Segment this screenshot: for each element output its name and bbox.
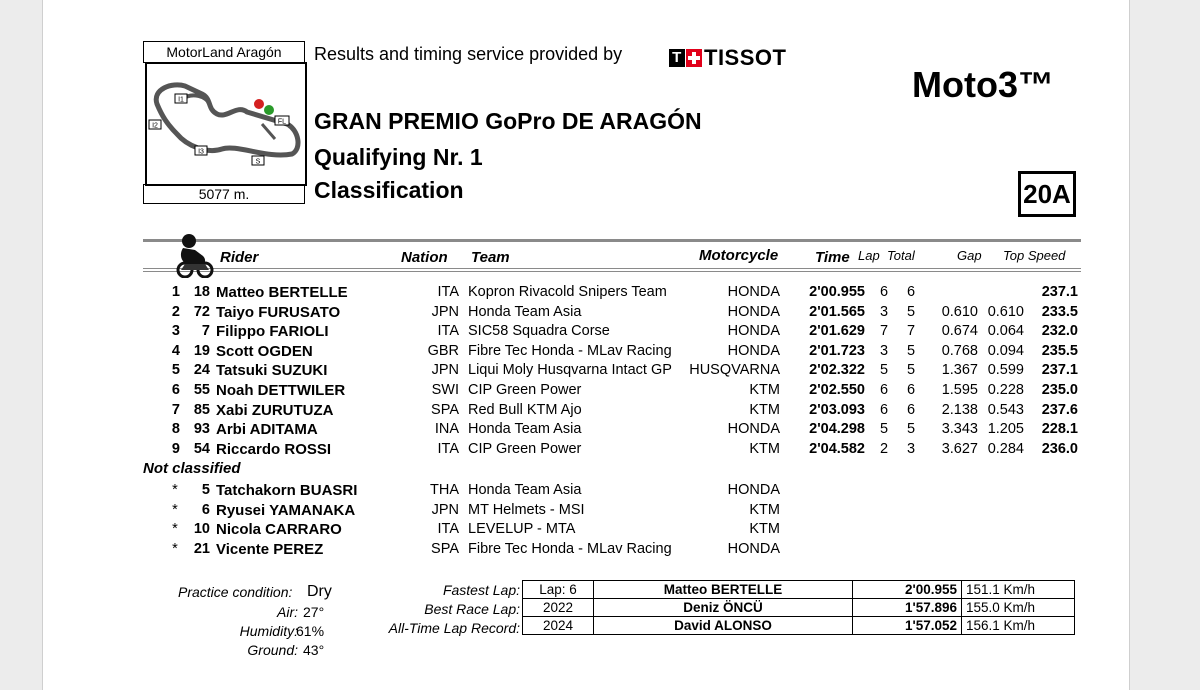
- all-time-record-label: All-Time Lap Record:: [388, 620, 520, 636]
- col-time: Time: [815, 249, 850, 266]
- session-title: Qualifying Nr. 1: [314, 144, 483, 170]
- best-lap: 2: [879, 440, 889, 457]
- total-laps: 7: [906, 323, 916, 340]
- header-rule: [143, 239, 1081, 242]
- air-value: 27°: [303, 604, 325, 620]
- result-row: [0, 284, 1100, 303]
- position: 4: [171, 342, 180, 359]
- team: Liqui Moly Husqvarna Intact GP: [468, 362, 672, 379]
- top-speed: 237.1: [1041, 362, 1078, 379]
- track-label-s: S: [255, 158, 261, 166]
- position: 5: [171, 362, 180, 379]
- team: Honda Team Asia: [468, 421, 582, 438]
- record-time: 2'00.955: [853, 581, 962, 599]
- record-speed: 151.1 Km/h: [962, 581, 1075, 599]
- position: 7: [171, 401, 180, 418]
- rider-number: 54: [193, 440, 210, 457]
- motorcycle: HONDA: [727, 284, 780, 300]
- rider-name: Filippo FARIOLI: [216, 323, 329, 341]
- record-rider: David ALONSO: [594, 617, 853, 635]
- team: SIC58 Squadra Corse: [468, 323, 610, 340]
- tissot-wordmark: TISSOT: [704, 45, 787, 70]
- position: 9: [171, 440, 180, 457]
- motorcycle: HONDA: [727, 323, 780, 340]
- record-ref: Lap: 6: [523, 581, 594, 599]
- record-speed: 156.1 Km/h: [962, 617, 1075, 635]
- top-speed: 235.0: [1041, 382, 1078, 398]
- team: Honda Team Asia: [468, 482, 582, 498]
- record-rider: Matteo BERTELLE: [594, 581, 853, 599]
- lap-time: 2'04.298: [809, 421, 865, 438]
- nation: GBR: [427, 342, 459, 359]
- swiss-cross-icon: [686, 49, 702, 67]
- position: 6: [171, 382, 180, 398]
- provider-text: Results and timing service provided by: [314, 44, 623, 64]
- rider-name: Tatsuki SUZUKI: [216, 362, 328, 380]
- gap-previous: 0.610: [987, 303, 1024, 320]
- col-top-speed: Top Speed: [1003, 248, 1066, 263]
- rider-name: Noah DETTWILER: [216, 382, 346, 399]
- tissot-t-icon: T: [669, 49, 685, 67]
- team: Kopron Rivacold Snipers Team: [468, 284, 667, 300]
- position: 3: [171, 323, 180, 340]
- col-total: Total: [887, 248, 915, 263]
- nation: SPA: [431, 540, 459, 557]
- team: LEVELUP - MTA: [468, 521, 576, 537]
- best-lap: 6: [879, 284, 889, 300]
- team: Fibre Tec Honda - MLav Racing: [468, 342, 672, 359]
- rider-number: 93: [193, 421, 210, 438]
- motorcycle: KTM: [749, 440, 780, 457]
- team: Fibre Tec Honda - MLav Racing: [468, 540, 672, 557]
- col-team: Team: [471, 249, 510, 266]
- lap-time: 2'01.629: [809, 323, 865, 340]
- total-laps: 5: [906, 362, 916, 379]
- rider-number: 55: [193, 382, 210, 398]
- tissot-logo: [669, 45, 786, 71]
- motorcycle-rider-icon: [175, 230, 215, 278]
- nc-mark: *: [172, 501, 178, 518]
- motorcycle: KTM: [749, 521, 780, 537]
- col-motorcycle: Motorcycle: [699, 247, 779, 264]
- track-label-i3: I3: [198, 148, 204, 156]
- gap-previous: 0.094: [987, 342, 1024, 359]
- rider-number: 7: [201, 323, 210, 340]
- gap-first: 1.595: [941, 382, 978, 398]
- best-lap: 3: [879, 303, 889, 320]
- air-label: Air:: [277, 604, 298, 620]
- record-row: [523, 599, 1075, 617]
- motorcycle: HONDA: [727, 342, 780, 359]
- track-label-i1: I1: [178, 96, 184, 104]
- rider-number: 10: [193, 521, 210, 537]
- team: Honda Team Asia: [468, 303, 582, 320]
- rider-number: 6: [201, 501, 210, 518]
- total-laps: 5: [906, 342, 916, 359]
- nc-row: [0, 521, 1100, 540]
- gap-previous: 0.064: [987, 323, 1024, 340]
- col-rider: Rider: [220, 249, 259, 266]
- team: CIP Green Power: [468, 382, 582, 398]
- track-label-fl: FL: [277, 118, 287, 126]
- nation: JPN: [431, 303, 459, 320]
- event-title: GRAN PREMIO GoPro DE ARAGÓN: [314, 108, 702, 134]
- team: Red Bull KTM Ajo: [468, 401, 582, 418]
- total-laps: 5: [906, 303, 916, 320]
- rider-name: Riccardo ROSSI: [216, 440, 332, 458]
- record-ref: 2022: [523, 599, 594, 617]
- track-map-drawing: [147, 64, 305, 184]
- gap-first: 3.343: [941, 421, 978, 438]
- rider-number: 19: [193, 342, 210, 359]
- nc-mark: *: [172, 482, 178, 498]
- humidity-value: 61%: [296, 623, 325, 639]
- nation: SWI: [431, 382, 459, 398]
- top-speed: 232.0: [1041, 323, 1078, 340]
- result-row: [0, 362, 1100, 381]
- record-row: [523, 617, 1075, 635]
- records-table: [522, 580, 1075, 635]
- nation: INA: [434, 421, 459, 438]
- gap-previous: 0.228: [987, 382, 1024, 398]
- gap-first: 1.367: [941, 362, 978, 379]
- rider-number: 18: [193, 284, 210, 300]
- result-row: [0, 402, 1100, 421]
- best-lap: 5: [879, 421, 889, 438]
- record-rider: Deniz ÖNCÜ: [594, 599, 853, 617]
- best-lap: 6: [879, 401, 889, 418]
- total-laps: 5: [906, 421, 916, 438]
- gap-previous: 0.599: [987, 362, 1024, 379]
- rider-name: Xabi ZURUTUZA: [216, 401, 334, 419]
- humidity-label: Humidity:: [239, 623, 298, 639]
- record-time: 1'57.896: [853, 599, 962, 617]
- circuit-name: MotorLand Aragón: [143, 41, 305, 63]
- nc-mark: *: [172, 521, 178, 537]
- record-ref: 2024: [523, 617, 594, 635]
- best-lap: 5: [879, 362, 889, 379]
- rider-number: 72: [193, 303, 210, 320]
- nation: ITA: [437, 440, 459, 457]
- best-race-lap-label: Best Race Lap:: [424, 601, 520, 617]
- position: 8: [171, 421, 180, 438]
- top-speed: 237.6: [1041, 401, 1078, 418]
- rider-name: Nicola CARRARO: [216, 521, 342, 538]
- track-map: [145, 62, 307, 186]
- rider-name: Scott OGDEN: [216, 342, 313, 360]
- best-lap: 7: [879, 323, 889, 340]
- position: 1: [171, 284, 180, 300]
- motorcycle: HUSQVARNA: [689, 362, 780, 379]
- rider-name: Taiyo FURUSATO: [216, 303, 341, 321]
- practice-condition-value: Dry: [307, 583, 332, 600]
- gap-previous: 0.284: [987, 440, 1024, 457]
- lap-time: 2'00.955: [809, 284, 865, 300]
- nation: JPN: [431, 362, 459, 379]
- total-laps: 3: [906, 440, 916, 457]
- lap-time: 2'04.582: [809, 440, 865, 457]
- result-row: [0, 323, 1100, 342]
- col-gap: Gap: [957, 248, 982, 263]
- position: 2: [171, 303, 180, 320]
- nation: ITA: [437, 284, 459, 300]
- motorcycle: HONDA: [727, 421, 780, 438]
- lap-time: 2'02.550: [809, 382, 865, 398]
- result-row: [0, 441, 1100, 460]
- best-lap: 6: [879, 382, 889, 398]
- motorcycle: HONDA: [727, 482, 780, 498]
- rider-number: 85: [193, 401, 210, 418]
- rider-number: 21: [193, 540, 210, 557]
- nation: JPN: [431, 501, 459, 518]
- ground-label: Ground:: [247, 642, 298, 658]
- nation: ITA: [437, 323, 459, 340]
- motorcycle: HONDA: [727, 540, 780, 557]
- document-type: Classification: [314, 177, 464, 203]
- result-row: [0, 382, 1100, 401]
- result-row: [0, 343, 1100, 362]
- rider-name: Ryusei YAMANAKA: [216, 501, 356, 519]
- motorcycle: HONDA: [727, 303, 780, 320]
- rider-name: Matteo BERTELLE: [216, 284, 348, 301]
- nation: SPA: [431, 401, 459, 418]
- not-classified-heading: Not classified: [143, 460, 241, 477]
- rider-name: Tatchakorn BUASRI: [216, 482, 358, 499]
- lap-time: 2'01.723: [809, 342, 865, 359]
- header-rule-lower: [143, 268, 1081, 269]
- col-nation: Nation: [401, 249, 448, 266]
- gap-previous: 0.543: [987, 401, 1024, 418]
- result-row: [0, 421, 1100, 440]
- team: CIP Green Power: [468, 440, 582, 457]
- lap-time: 2'01.565: [809, 303, 865, 320]
- lap-time: 2'03.093: [809, 401, 865, 418]
- nc-row: [0, 482, 1100, 501]
- col-lap: Lap: [858, 248, 880, 263]
- class-title: Moto3™: [912, 64, 1054, 105]
- record-row: [523, 581, 1075, 599]
- top-speed: 236.0: [1041, 440, 1078, 457]
- top-speed: 228.1: [1041, 421, 1078, 438]
- gap-first: 0.610: [941, 303, 978, 320]
- record-speed: 155.0 Km/h: [962, 599, 1075, 617]
- record-time: 1'57.052: [853, 617, 962, 635]
- motorcycle: KTM: [749, 382, 780, 398]
- document-number: 20A: [1018, 171, 1076, 217]
- gap-first: 0.768: [941, 342, 978, 359]
- top-speed: 233.5: [1041, 303, 1078, 320]
- rider-name: Arbi ADITAMA: [216, 421, 318, 439]
- header-rule-lower-2: [143, 271, 1081, 272]
- track-label-i2: I2: [152, 122, 158, 130]
- circuit-length: 5077 m.: [143, 184, 305, 204]
- result-row: [0, 304, 1100, 323]
- fastest-lap-label: Fastest Lap:: [442, 582, 520, 598]
- gap-first: 2.138: [941, 401, 978, 418]
- total-laps: 6: [906, 401, 916, 418]
- rider-name: Vicente PEREZ: [216, 540, 324, 558]
- rider-number: 5: [201, 482, 210, 498]
- gap-first: 0.674: [941, 323, 978, 340]
- gap-previous: 1.205: [987, 421, 1024, 438]
- motorcycle: KTM: [749, 401, 780, 418]
- total-laps: 6: [906, 284, 916, 300]
- total-laps: 6: [906, 382, 916, 398]
- nation: THA: [430, 482, 459, 498]
- team: MT Helmets - MSI: [468, 501, 585, 518]
- nc-row: [0, 502, 1100, 521]
- nc-row: [0, 541, 1100, 560]
- gap-first: 3.627: [941, 440, 978, 457]
- nation: ITA: [437, 521, 459, 537]
- rider-number: 24: [193, 362, 210, 379]
- practice-condition-label: Practice condition:: [178, 584, 293, 600]
- lap-time: 2'02.322: [809, 362, 865, 379]
- top-speed: 237.1: [1041, 284, 1078, 300]
- best-lap: 3: [879, 342, 889, 359]
- nc-mark: *: [172, 540, 178, 557]
- motorcycle: KTM: [749, 501, 780, 518]
- ground-value: 43°: [303, 642, 325, 658]
- top-speed: 235.5: [1041, 342, 1078, 359]
